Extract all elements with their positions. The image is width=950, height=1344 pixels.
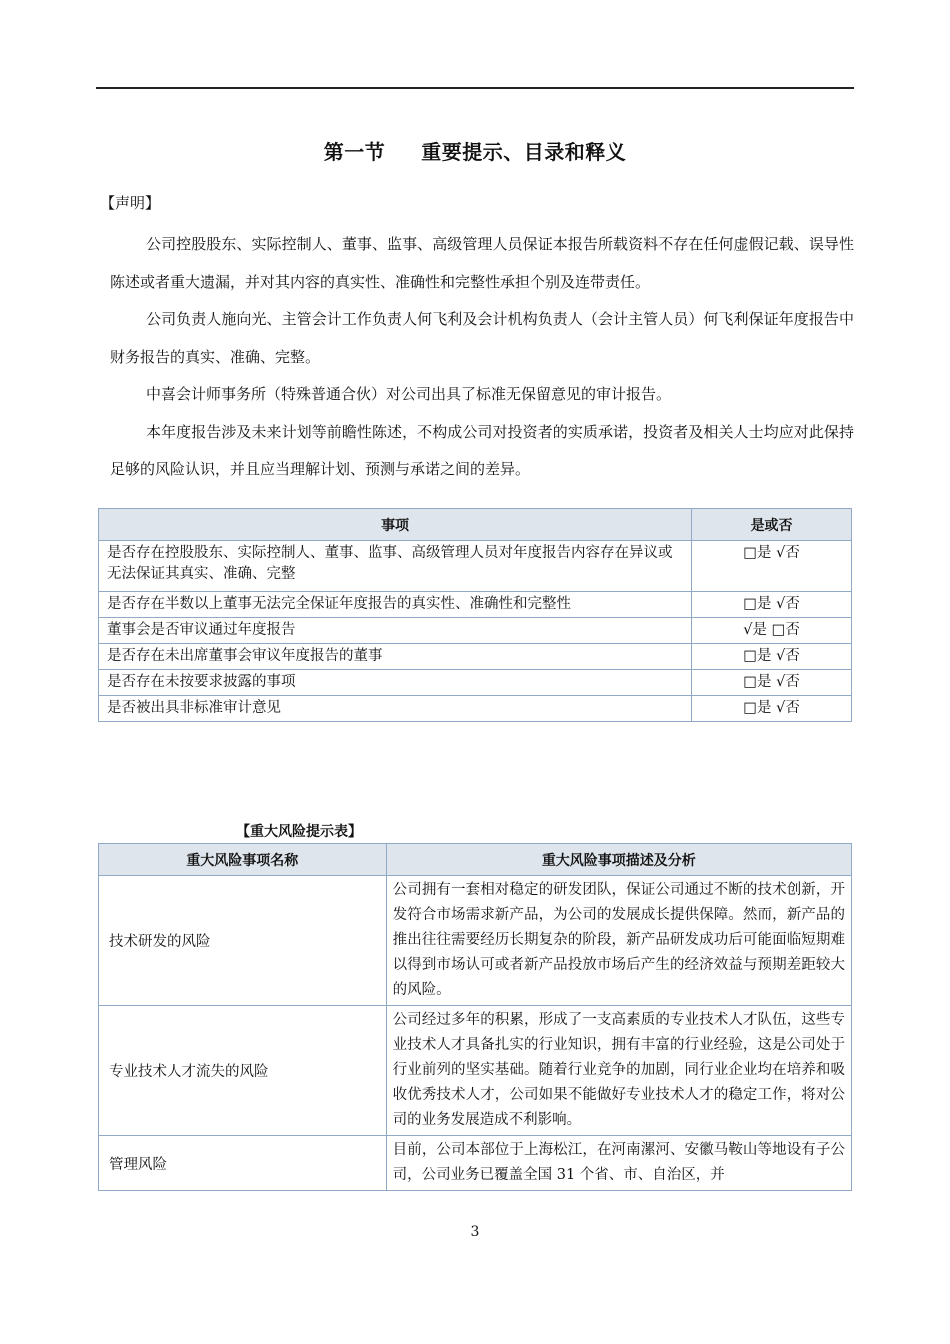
table-row — [99, 696, 852, 722]
matter-item: 是否存在半数以上董事无法完全保证年度报告的真实性、准确性和完整性 — [99, 592, 692, 618]
section-title-text: 重要提示、目录和释义 — [421, 140, 627, 164]
table-row — [99, 1136, 852, 1191]
header-rule — [96, 87, 854, 89]
risk-name: 专业技术人才流失的风险 — [99, 1006, 387, 1136]
table-row — [99, 644, 852, 670]
section-number: 第一节 — [323, 140, 386, 164]
column-header: 事项 — [99, 509, 692, 541]
paragraph: 公司负责人施向光、主管会计工作负责人何飞利及会计机构负责人（会计主管人员）何飞利保证年度报告中财务报告的真实、准确、完整。 — [110, 310, 854, 366]
matter-choice: □是 √否 — [692, 592, 852, 618]
matter-item: 是否存在未按要求披露的事项 — [99, 670, 692, 696]
matter-item: 是否存在未出席董事会审议年度报告的董事 — [99, 644, 692, 670]
table-row — [99, 592, 852, 618]
statement-label: 【声明】 — [100, 194, 161, 212]
table-row — [99, 618, 852, 644]
paragraph: 公司控股股东、实际控制人、董事、监事、高级管理人员保证本报告所载资料不存在任何虚假记载、误导性陈述或者重大遗漏，并对其内容的真实性、准确性和完整性承担个别及连带责任。 — [110, 235, 854, 291]
matter-choice: □是 √否 — [692, 670, 852, 696]
table-row — [99, 670, 852, 696]
risk-description: 公司经过多年的积累，形成了一支高素质的专业技术人才队伍，这些专业技术人才具备扎实的行业知识，拥有丰富的行业经验，这是公司处于行业前列的坚实基础。随着行业竞争的加剧，同行业企业均在培养和吸收优秀技术人才，公司如果不能做好专业技术人才的稳定工作，将对公司的业务发展造成不利影响。 — [386, 1006, 851, 1136]
statement-paragraphs — [110, 226, 854, 489]
column-header: 重大风险事项描述及分析 — [386, 844, 851, 876]
paragraph: 中喜会计师事务所（特殊普通合伙）对公司出具了标准无保留意见的审计报告。 — [146, 385, 672, 403]
matters-table — [98, 508, 852, 722]
table-row — [99, 1006, 852, 1136]
column-header: 是或否 — [692, 509, 852, 541]
matter-item: 是否存在控股股东、实际控制人、董事、监事、高级管理人员对年度报告内容存在异议或无法保证其真实、准确、完整 — [99, 541, 692, 592]
page-title — [0, 136, 950, 165]
risk-table-caption: 【重大风险提示表】 — [236, 824, 362, 840]
page-number: 3 — [470, 1224, 480, 1240]
matter-choice: □是 √否 — [692, 541, 852, 592]
table-row — [99, 876, 852, 1006]
matter-choice: □是 √否 — [692, 644, 852, 670]
matter-choice: □是 √否 — [692, 696, 852, 722]
matter-choice: √是 □否 — [692, 618, 852, 644]
risk-description: 公司拥有一套相对稳定的研发团队，保证公司通过不断的技术创新，开发符合市场需求新产品，为公司的发展成长提供保障。然而，新产品的推出往往需要经历长期复杂的阶段，新产品研发成功后可能面临短期难以得到市场认可或者新产品投放市场后产生的经济效益与预期差距较大的风险。 — [386, 876, 851, 1006]
matter-item: 董事会是否审议通过年度报告 — [99, 618, 692, 644]
paragraph: 本年度报告涉及未来计划等前瞻性陈述，不构成公司对投资者的实质承诺，投资者及相关人士均应对此保持足够的风险认识，并且应当理解计划、预测与承诺之间的差异。 — [110, 422, 854, 478]
risk-name: 管理风险 — [99, 1136, 387, 1191]
column-header: 重大风险事项名称 — [99, 844, 387, 876]
table-header-row — [99, 509, 852, 541]
risk-description: 目前，公司本部位于上海松江，在河南漯河、安徽马鞍山等地设有子公司，公司业务已覆盖全国 31 个省、市、自治区，并 — [386, 1136, 851, 1191]
table-row — [99, 541, 852, 592]
matter-item: 是否被出具非标准审计意见 — [99, 696, 692, 722]
risk-name: 技术研发的风险 — [99, 876, 387, 1006]
table-header-row — [99, 844, 852, 876]
risk-table — [98, 843, 852, 1191]
